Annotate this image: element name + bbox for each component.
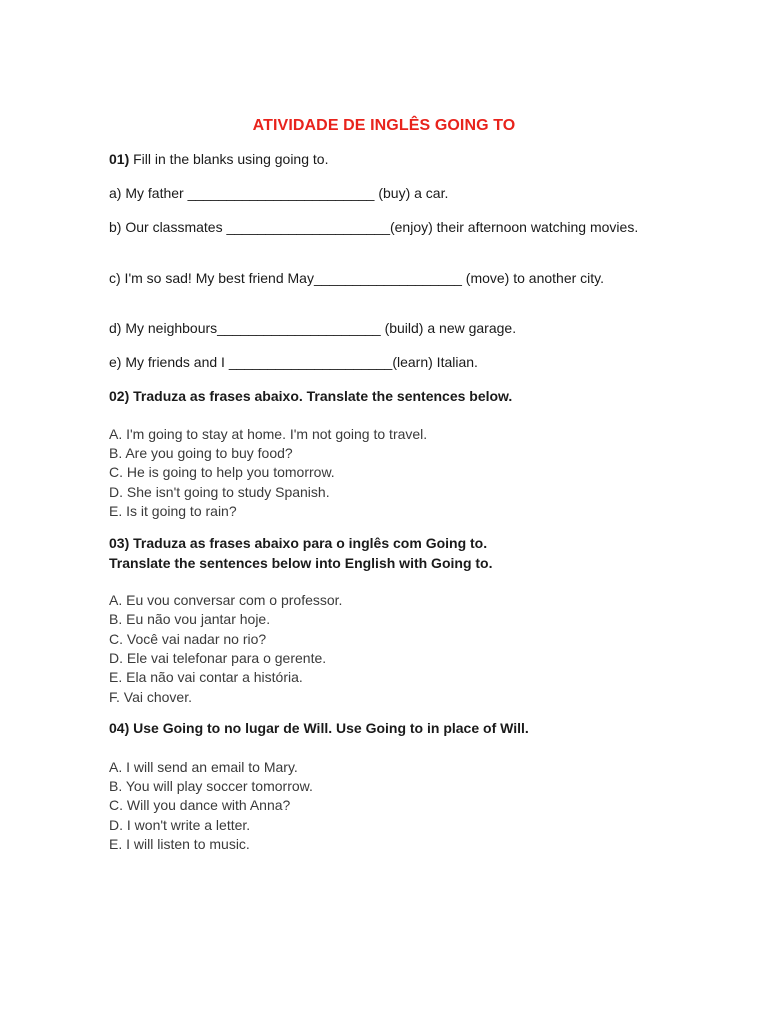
q4-item-d: D. I won't write a letter.	[109, 817, 251, 833]
q3-item-a: A. Eu vou conversar com o professor.	[109, 592, 343, 608]
q1-instruction-text: Fill in the blanks using going to.	[129, 151, 329, 167]
q4-item-e: E. I will listen to music.	[109, 836, 250, 852]
q1-item-e: e) My friends and I _____________________(learn) Italian.	[109, 354, 478, 370]
q1-item-d: d) My neighbours_____________________ (build) a new garage.	[109, 320, 517, 336]
q1-item-b: b) Our classmates _____________________(enjoy) their afternoon watching movies.	[109, 219, 639, 235]
q1-item-a: a) My father ________________________ (buy) a car.	[109, 185, 449, 201]
q3-item-d: D. Ele vai telefonar para o gerente.	[109, 650, 327, 666]
q4-item-a: A. I will send an email to Mary.	[109, 759, 298, 775]
q2-item-e: E. Is it going to rain?	[109, 503, 237, 519]
q2-heading: 02) Traduza as frases abaixo. Translate the sentences below.	[109, 388, 513, 404]
q1-number: 01)	[109, 151, 130, 167]
q1-item-c: c) I'm so sad! My best friend May___________________ (move) to another city.	[109, 270, 605, 286]
q4-item-b: B. You will play soccer tomorrow.	[109, 778, 313, 794]
q4-heading: 04) Use Going to no lugar de Will. Use Going to in place of Will.	[109, 720, 529, 736]
q3-heading-line2: Translate the sentences below into English with Going to.	[109, 555, 493, 571]
q3-item-b: B. Eu não vou jantar hoje.	[109, 611, 271, 627]
q3-item-f: F. Vai chover.	[109, 689, 193, 705]
q3-heading-line1: 03) Traduza as frases abaixo para o inglês com Going to.	[109, 535, 488, 551]
q2-item-c: C. He is going to help you tomorrow.	[109, 464, 335, 480]
q2-item-a: A. I'm going to stay at home. I'm not going to travel.	[109, 426, 428, 442]
q3-item-c: C. Você vai nadar no rio?	[109, 631, 267, 647]
q2-item-b: B. Are you going to buy food?	[109, 445, 293, 461]
q4-item-c: C. Will you dance with Anna?	[109, 797, 291, 813]
q3-item-e: E. Ela não vai contar a história.	[109, 669, 303, 685]
q2-item-d: D. She isn't going to study Spanish.	[109, 484, 330, 500]
page-title: ATIVIDADE DE INGLÊS GOING TO	[252, 117, 516, 134]
q1-instruction	[109, 151, 328, 168]
